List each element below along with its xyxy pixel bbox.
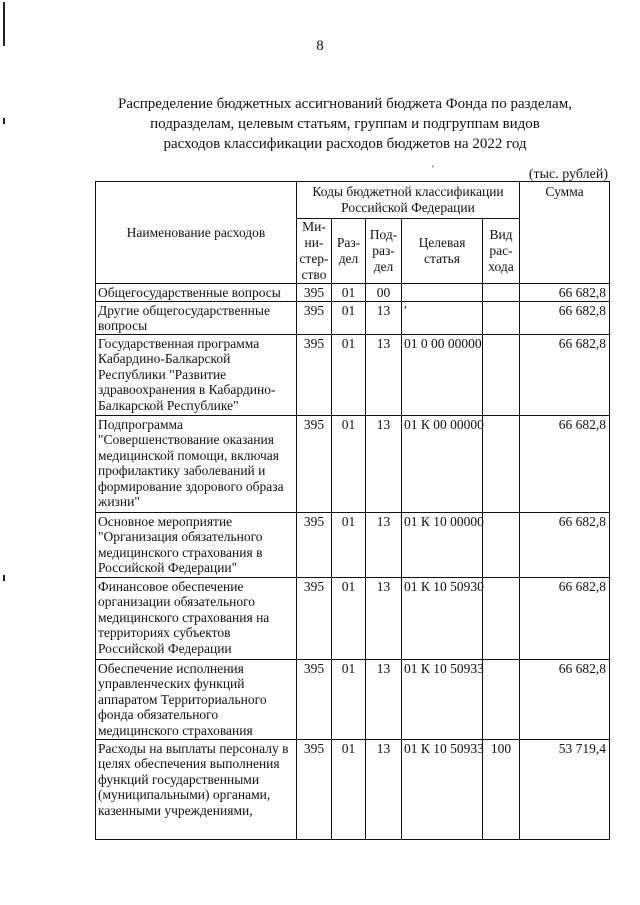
cell-target: 01 К 10 00000 — [402, 512, 483, 577]
cell-ministry: 395 — [297, 301, 332, 334]
cell-section: 01 — [332, 415, 366, 512]
cell-target — [402, 284, 483, 302]
table-row — [96, 415, 610, 512]
cell-ministry: 395 — [297, 577, 332, 659]
cell-section: 01 — [332, 659, 366, 739]
table-header — [96, 182, 610, 284]
cell-ministry: 395 — [297, 415, 332, 512]
cell-name: Основное мероприятие "Организация обязательного медицинского страхования в Российской Федерации" — [96, 512, 297, 577]
cell-exp-type — [483, 334, 520, 415]
scan-edge-mark — [3, 575, 5, 581]
cell-ministry: 395 — [297, 284, 332, 302]
table-row — [96, 739, 610, 839]
header-target: Целевая статья — [402, 219, 483, 284]
cell-target: 01 К 10 50933 — [402, 739, 483, 839]
cell-subsection: 13 — [366, 334, 402, 415]
header-sum: Сумма — [520, 182, 610, 284]
table-row — [96, 577, 610, 659]
cell-ministry: 395 — [297, 512, 332, 577]
header-name: Наименование расходов — [96, 182, 297, 284]
cell-name: Другие общегосударственные вопросы — [96, 301, 297, 334]
cell-sum: 66 682,8 — [520, 512, 610, 577]
cell-target: ′ — [402, 301, 483, 334]
cell-name: Общегосударственные вопросы — [96, 284, 297, 302]
units-label: (тыс. рублей) — [528, 167, 608, 182]
cell-ministry: 395 — [297, 334, 332, 415]
cell-sum: 53 719,4 — [520, 739, 610, 839]
cell-name: Финансовое обеспечение организации обязательного медицинского страхования на территориях субъектов Российской Федерации — [96, 577, 297, 659]
page-number: 8 — [316, 38, 324, 54]
cell-exp-type — [483, 512, 520, 577]
cell-ministry: 395 — [297, 659, 332, 739]
cell-sum: 66 682,8 — [520, 659, 610, 739]
document-title — [95, 94, 595, 154]
table-row — [96, 659, 610, 739]
cell-name: Расходы на выплаты персоналу в целях обеспечения выполнения функций государственными (муниципальными) органами, казенными учреждениями, — [96, 739, 297, 839]
cell-target: 01 К 10 50930 — [402, 577, 483, 659]
cell-subsection: 13 — [366, 659, 402, 739]
cell-subsection: 13 — [366, 512, 402, 577]
cell-exp-type: 100 — [483, 739, 520, 839]
cell-target: 01 К 00 00000 — [402, 415, 483, 512]
cell-target: 01 0 00 00000 — [402, 334, 483, 415]
table-row — [96, 512, 610, 577]
cell-subsection: 13 — [366, 301, 402, 334]
cell-subsection: 13 — [366, 739, 402, 839]
budget-table — [95, 181, 610, 840]
cell-ministry: 395 — [297, 739, 332, 839]
cell-name: Обеспечение исполнения управленческих функций аппаратом Территориального фонда обязательного медицинского страхования — [96, 659, 297, 739]
cell-section: 01 — [332, 334, 366, 415]
cell-section: 01 — [332, 739, 366, 839]
scan-edge-mark — [3, 118, 5, 124]
cell-subsection: 13 — [366, 415, 402, 512]
cell-section: 01 — [332, 512, 366, 577]
cell-target: 01 К 10 50933 — [402, 659, 483, 739]
cell-section: 01 — [332, 301, 366, 334]
scan-speck: ' — [432, 164, 434, 174]
header-section: Раз- дел — [332, 219, 366, 284]
cell-sum: 66 682,8 — [520, 284, 610, 302]
cell-subsection: 13 — [366, 577, 402, 659]
cell-sum: 66 682,8 — [520, 415, 610, 512]
title-line: Распределение бюджетных ассигнований бюджета Фонда по разделам, — [118, 96, 572, 112]
cell-name: Подпрограмма "Совершенствование оказания медицинской помощи, включая профилактику заболеваний и формирование здорового образа жизни" — [96, 415, 297, 512]
cell-exp-type — [483, 577, 520, 659]
header-subsection: Под- раз- дел — [366, 219, 402, 284]
table-row — [96, 334, 610, 415]
cell-exp-type — [483, 659, 520, 739]
cell-name: Государственная программа Кабардино-Балкарской Республики "Развитие здравоохранения в Кабардино-Балкарской Республике" — [96, 334, 297, 415]
table-row — [96, 301, 610, 334]
cell-sum: 66 682,8 — [520, 334, 610, 415]
cell-subsection: 00 — [366, 284, 402, 302]
title-line: подразделам, целевым статьям, группам и подгруппам видов — [150, 116, 540, 132]
cell-sum: 66 682,8 — [520, 301, 610, 334]
cell-exp-type — [483, 284, 520, 302]
header-ministry: Ми- ни- стер- ство — [297, 219, 332, 284]
table-row — [96, 284, 610, 302]
title-line: расходов классификации расходов бюджетов на 2022 год — [163, 136, 527, 152]
cell-section: 01 — [332, 577, 366, 659]
header-codes-group: Коды бюджетной классификации Российской Федерации — [297, 182, 520, 219]
cell-exp-type — [483, 301, 520, 334]
cell-sum: 66 682,8 — [520, 577, 610, 659]
cell-section: 01 — [332, 284, 366, 302]
header-exp-type: Вид рас- хода — [483, 219, 520, 284]
cell-exp-type — [483, 415, 520, 512]
